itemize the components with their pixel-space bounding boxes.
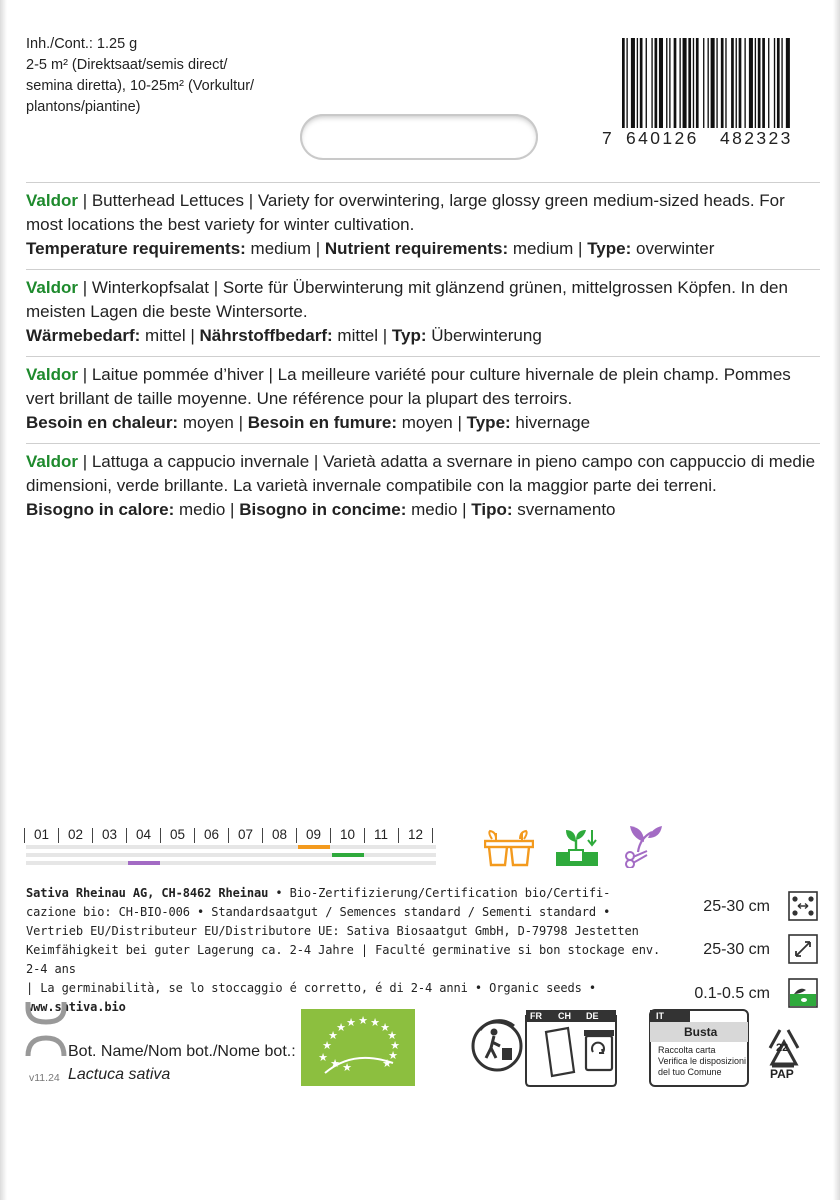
- barcode-bars: [600, 36, 820, 136]
- month-separator: [228, 828, 229, 843]
- month-label: 03: [102, 827, 118, 842]
- month-label: 12: [408, 827, 424, 842]
- barcode-bar: [736, 38, 737, 136]
- barcode-bar: [711, 38, 715, 136]
- variety-descriptions: [26, 182, 820, 530]
- barcode-bar: [683, 38, 687, 136]
- company-info: [26, 884, 666, 1017]
- company-name: Sativa Rheinau AG, CH-8462 Rheinau: [26, 886, 269, 900]
- month-label: 02: [68, 827, 84, 842]
- calendar-bar: [332, 853, 364, 857]
- barcode-bar: [659, 38, 663, 136]
- month-label: 10: [340, 827, 356, 842]
- barcode-bar: [774, 38, 775, 136]
- pap-label: PAP: [770, 1067, 794, 1081]
- barcode-bar: [622, 38, 625, 136]
- barcode-bar: [731, 38, 734, 136]
- it-packaging-type: Busta: [684, 1025, 718, 1039]
- eu-star-icon: ★: [358, 1014, 368, 1027]
- calendar-track: [26, 845, 436, 849]
- requirement-value: mittel |: [332, 326, 392, 345]
- barcode-bar: [637, 38, 638, 136]
- harvest-scissors-icon: [622, 824, 664, 868]
- eu-star-icon: ★: [387, 1029, 397, 1042]
- type-value: svernamento: [512, 500, 616, 519]
- barcode-bar: [721, 38, 724, 136]
- month-label: 05: [170, 827, 186, 842]
- barcode: [600, 36, 820, 154]
- germination-text: | La germinabilità, se lo stoccaggio é corretto, é di 2-4 anni • Organic seeds •: [26, 981, 596, 995]
- barcode-bar: [696, 38, 699, 136]
- barcode-bar: [693, 38, 694, 136]
- month-label: 07: [238, 827, 254, 842]
- eu-star-icon: ★: [318, 1051, 328, 1064]
- eu-star-icon: ★: [390, 1039, 400, 1052]
- requirement-value: medio |: [174, 500, 240, 519]
- germination-text: Keimfähigkeit bei guter Lagerung ca. 2-4 Jahre | Faculté germinative si bon stockage env. 2-4 ans: [26, 943, 661, 976]
- contents-area-line: plantons/piantine): [26, 99, 141, 115]
- month-separator: [92, 828, 93, 843]
- description-text: | Butterhead Lettuces | Variety for overwintering, large glossy green medium-sized heads. For most locations the best variety for winter cultivation.: [26, 191, 785, 234]
- barcode-bar: [651, 38, 652, 136]
- it-collection-line: del tuo Comune: [658, 1067, 722, 1077]
- barcode-bar: [631, 38, 635, 136]
- row-spacing: [670, 891, 820, 921]
- month-separator: [194, 828, 195, 843]
- month-separator: [432, 828, 433, 843]
- calendar-track: [26, 861, 436, 865]
- hang-hole: [300, 114, 538, 160]
- month-separator: [24, 828, 25, 843]
- barcode-bar: [749, 38, 753, 136]
- requirement-label: Temperature requirements:: [26, 239, 246, 258]
- month-label: 06: [204, 827, 220, 842]
- barcode-bar: [744, 38, 745, 136]
- distributor-text: Vertrieb EU/Distributeur EU/Distributore UE: Sativa Biosaatgut GmbH, D-79798 Jestetten: [26, 924, 639, 938]
- month-separator: [296, 828, 297, 843]
- plant-spacing-icon: [788, 934, 818, 964]
- version-label: v11.24: [29, 1072, 60, 1084]
- month-separator: [160, 828, 161, 843]
- eu-organic-logo: [301, 1009, 415, 1086]
- type-value: overwinter: [631, 239, 715, 258]
- eu-star-icon: ★: [370, 1016, 380, 1029]
- it-collection-line: Verifica le disposizioni: [658, 1056, 747, 1066]
- barcode-bar: [688, 38, 691, 136]
- requirement-label: Besoin en chaleur:: [26, 413, 179, 432]
- type-label: Typ:: [391, 326, 427, 345]
- botanical-name: [68, 1040, 296, 1086]
- botanical-label: Bot. Name/Nom bot./Nome bot.:: [68, 1043, 296, 1060]
- month-label: 01: [34, 827, 50, 842]
- certification-text: • Bio-Zertifizierung/Certification bio/Certifi-: [268, 886, 611, 900]
- seedling-tray-icon: [484, 829, 534, 867]
- eu-star-icon: ★: [336, 1021, 346, 1034]
- type-label: Type:: [587, 239, 632, 258]
- requirement-value: moyen |: [178, 413, 248, 432]
- paper-sorting-icon: [526, 1010, 616, 1086]
- requirement-label: Bisogno in calore:: [26, 500, 175, 519]
- description-de: [26, 269, 820, 356]
- sowing-depth: [670, 978, 820, 1008]
- calendar-bar: [298, 845, 330, 849]
- barcode-bar: [786, 38, 790, 136]
- description-it: [26, 443, 820, 530]
- barcode-bar: [669, 38, 670, 136]
- plant-spacing: [670, 934, 820, 964]
- calendar-track: [26, 853, 436, 857]
- country-fr: FR: [530, 1011, 542, 1021]
- requirement-value: mittel |: [140, 326, 200, 345]
- barcode-bar: [640, 38, 643, 136]
- barcode-bar: [646, 38, 647, 136]
- description-text: | Laitue pommée d’hiver | La meilleure variété pour culture hivernale de plein champ. Pommes vert brillant de taille moyenne. Une référence pour la plupart des terroirs.: [26, 365, 791, 408]
- barcode-bar: [626, 38, 627, 136]
- website-link[interactable]: www.sativa.bio: [26, 1000, 126, 1014]
- barcode-digits-right: 482323: [720, 128, 793, 148]
- contents-area-line: 2-5 m² (Direktsaat/semis direct/: [26, 57, 228, 73]
- sowing-depth-icon: [788, 978, 818, 1008]
- month-label: 08: [272, 827, 288, 842]
- recycling-info: [470, 1008, 822, 1088]
- eu-star-icon: ★: [382, 1057, 392, 1070]
- country-it: IT: [656, 1011, 664, 1021]
- contents-area-line: semina diretta), 10-25m² (Vorkultur/: [26, 78, 255, 94]
- month-label: 11: [374, 827, 389, 842]
- month-separator: [398, 828, 399, 843]
- pap-number: 22: [776, 1042, 789, 1054]
- row-spacing-icon: [788, 891, 818, 921]
- barcode-digits: [600, 128, 820, 152]
- month-separator: [330, 828, 331, 843]
- month-separator: [364, 828, 365, 843]
- eu-star-icon: ★: [330, 1057, 340, 1070]
- plant-spacing-value: 25-30 cm: [703, 941, 770, 958]
- barcode-bar: [716, 38, 717, 136]
- barcode-bar: [708, 38, 709, 136]
- contents-info: [26, 34, 326, 118]
- tidyman-icon: [473, 1021, 521, 1070]
- variety-name: Valdor: [26, 365, 78, 384]
- eu-star-icon: ★: [342, 1061, 352, 1074]
- variety-name: Valdor: [26, 452, 78, 471]
- barcode-bar: [703, 38, 704, 136]
- direct-sowing-icon: [555, 826, 599, 868]
- requirement-label: Nährstoffbedarf:: [199, 326, 333, 345]
- barcode-digits-left: 640126: [626, 128, 699, 148]
- barcode-bar: [666, 38, 667, 136]
- requirement-value: medium |: [508, 239, 588, 258]
- barcode-bar: [674, 38, 677, 136]
- barcode-bar: [768, 38, 769, 136]
- country-ch: CH: [558, 1011, 571, 1021]
- barcode-bar: [777, 38, 780, 136]
- tear-notch-icon: [24, 996, 68, 1066]
- calendar-bar: [128, 861, 160, 865]
- eu-star-icon: ★: [346, 1016, 356, 1029]
- row-spacing-value: 25-30 cm: [703, 898, 770, 915]
- barcode-bar: [679, 38, 680, 136]
- description-fr: [26, 356, 820, 443]
- type-value: hivernage: [510, 413, 591, 432]
- requirement-value: medio |: [406, 500, 472, 519]
- sowing-calendar: [24, 825, 436, 871]
- description-text: | Lattuga a cappucio invernale | Varietà adatta a svernare in pieno campo con cappuccio di medie dimensioni, verde brillante. La varietà invernale compatibile con la maggior parte dei terreni.: [26, 452, 816, 495]
- description-text: | Winterkopfsalat | Sorte für Überwinterung mit glänzend grünen, mittelgrossen Köpfen. In den meisten Lagen die beste Wintersorte.: [26, 278, 788, 321]
- it-collection-line: Raccolta carta: [658, 1045, 716, 1055]
- contents-weight: Inh./Cont.: 1.25 g: [26, 36, 138, 52]
- requirement-value: moyen |: [396, 413, 467, 432]
- month-label: 04: [136, 827, 152, 842]
- barcode-bar: [762, 38, 765, 136]
- month-label: 09: [306, 827, 322, 842]
- variety-name: Valdor: [26, 191, 78, 210]
- month-separator: [58, 828, 59, 843]
- month-separator: [262, 828, 263, 843]
- country-de: DE: [586, 1011, 599, 1021]
- barcode-bar: [655, 38, 658, 136]
- sowing-depth-value: 0.1-0.5 cm: [694, 985, 770, 1002]
- certification-text: cazione bio: CH-BIO-006 • Standardsaatgut / Semences standard / Sementi standard •: [26, 905, 611, 919]
- requirement-label: Wärmebedarf:: [26, 326, 141, 345]
- requirement-label: Bisogno in concime:: [239, 500, 407, 519]
- barcode-bar: [739, 38, 742, 136]
- barcode-bar: [725, 38, 726, 136]
- barcode-bar: [755, 38, 756, 136]
- latin-name: Lactuca sativa: [68, 1066, 171, 1083]
- requirement-label: Nutrient requirements:: [324, 239, 509, 258]
- eu-star-icon: ★: [322, 1039, 332, 1052]
- month-separator: [126, 828, 127, 843]
- eu-star-icon: ★: [328, 1029, 338, 1042]
- barcode-bar: [758, 38, 761, 136]
- barcode-digit-prefix: 7: [602, 128, 615, 148]
- description-en: [26, 182, 820, 269]
- eu-star-icon: ★: [380, 1021, 390, 1034]
- variety-name: Valdor: [26, 278, 78, 297]
- barcode-bar: [781, 38, 782, 136]
- type-label: Type:: [466, 413, 511, 432]
- type-value: Überwinterung: [426, 326, 542, 345]
- requirement-label: Besoin en fumure:: [247, 413, 397, 432]
- requirement-value: medium |: [245, 239, 325, 258]
- eu-star-icon: ★: [388, 1049, 398, 1062]
- type-label: Tipo:: [471, 500, 513, 519]
